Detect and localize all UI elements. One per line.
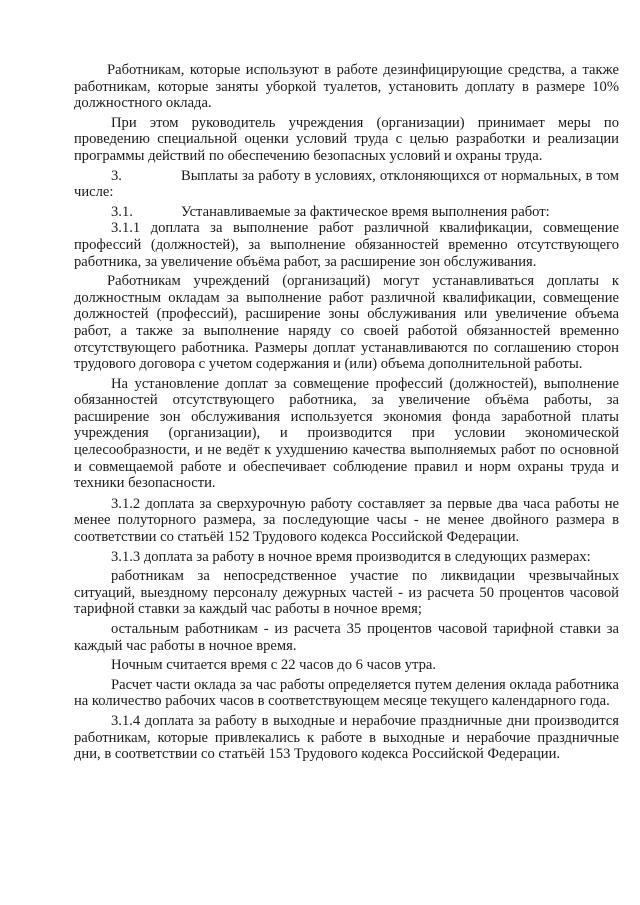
paragraph-3-1-3: 3.1.3 доплата за работу в ночное время производится в следующих размерах: bbox=[111, 548, 591, 565]
paragraph-emergency-workers: работникам за непосредственное участие по ликвидации чрезвычайных ситуаций, выездному персоналу дежурных частей - из расчета 50 процентов часовой тарифной ставки за каждый час работы в ночное время; bbox=[74, 568, 619, 618]
paragraph-3-1-1: 3.1.1 доплата за выполнение работ различной квалификации, совмещение профессий (должностей), за выполнение обязанностей временно отсутствующего работника, за увеличение объёма работ, за расширение зон обслуживания. bbox=[74, 220, 619, 270]
paragraph-3-1-2: 3.1.2 доплата за сверхурочную работу составляет за первые два часа работы не менее полуторного размера, за последующие часы - не менее двойного размера в соответствии со статьёй 152 Трудового кодекса Российской Федерации. bbox=[74, 495, 619, 546]
document-body bbox=[74, 62, 619, 763]
paragraph-combining-professions: На установление доплат за совмещение профессий (должностей), выполнение обязанностей отсутствующего работника, за увеличение объёма работы, за расширение зон обслуживания используется экономия фонда заработной платы учреждения (организации), и производится при условии экономической целесообразности, и не ведёт к ухудшению качества выполняемых работ по основной и совмещаемой работе и обеспечивает соблюдение правил и норм охраны труда и техники безопасности. bbox=[74, 375, 619, 492]
paragraph-section-3-1 bbox=[74, 204, 619, 221]
paragraph-3-1-4: 3.1.4 доплата за работу в выходные и нерабочие праздничные дни производится работникам, которые привлекались к работе в выходные и нерабочие праздничные дни, в соответствии со статьёй 153 Трудового кодекса Российской Федерации. bbox=[74, 712, 619, 763]
paragraph-disinfectant-allowance: Работникам, которые используют в работе дезинфицирующие средства, а также работникам, которые заняты уборкой туалетов, установить доплату в размере 10% должностного оклада. bbox=[74, 62, 619, 112]
paragraph-hourly-rate: Расчет части оклада за час работы определяется путем деления оклада работника на количество рабочих часов в соответствующем месяце текущего календарного года. bbox=[74, 676, 619, 710]
section-number-3-1: 3.1. bbox=[111, 203, 133, 220]
paragraph-working-conditions: При этом руководитель учреждения (организации) принимает меры по проведению специальной оценки условий труда с целью разработки и реализации программы действий по обеспечению безопасных условий и охраны труда. bbox=[74, 114, 619, 164]
section-3-1-text: Устанавливаемые за фактическое время выполнения работ: bbox=[181, 203, 550, 220]
paragraph-night-time: Ночным считается время с 22 часов до 6 часов утра. bbox=[111, 657, 437, 674]
paragraph-other-workers: остальным работникам - из расчета 35 процентов часовой тарифной ставки за каждый час работы в ночное время. bbox=[74, 621, 619, 654]
paragraph-allowances-qualification: Работникам учреждений (организаций) могут устанавливаться доплаты к должностным окладам за выполнение работ различной квалификации, совмещение должностей (профессий), расширение зоны обслуживания или увеличение объема работ, а также за выполнение наряду со своей работой обязанностей временно отсутствующего работника. Размеры доплат устанавливаются по соглашению сторон трудового договора с учетом содержания и (или) объема дополнительной работы. bbox=[74, 273, 619, 373]
section-number-3: 3. bbox=[111, 167, 122, 184]
section-3-text: Выплаты за работу в условиях, отклоняющихся от нормальных, в том числе: bbox=[74, 167, 619, 201]
paragraph-section-3 bbox=[74, 168, 619, 201]
